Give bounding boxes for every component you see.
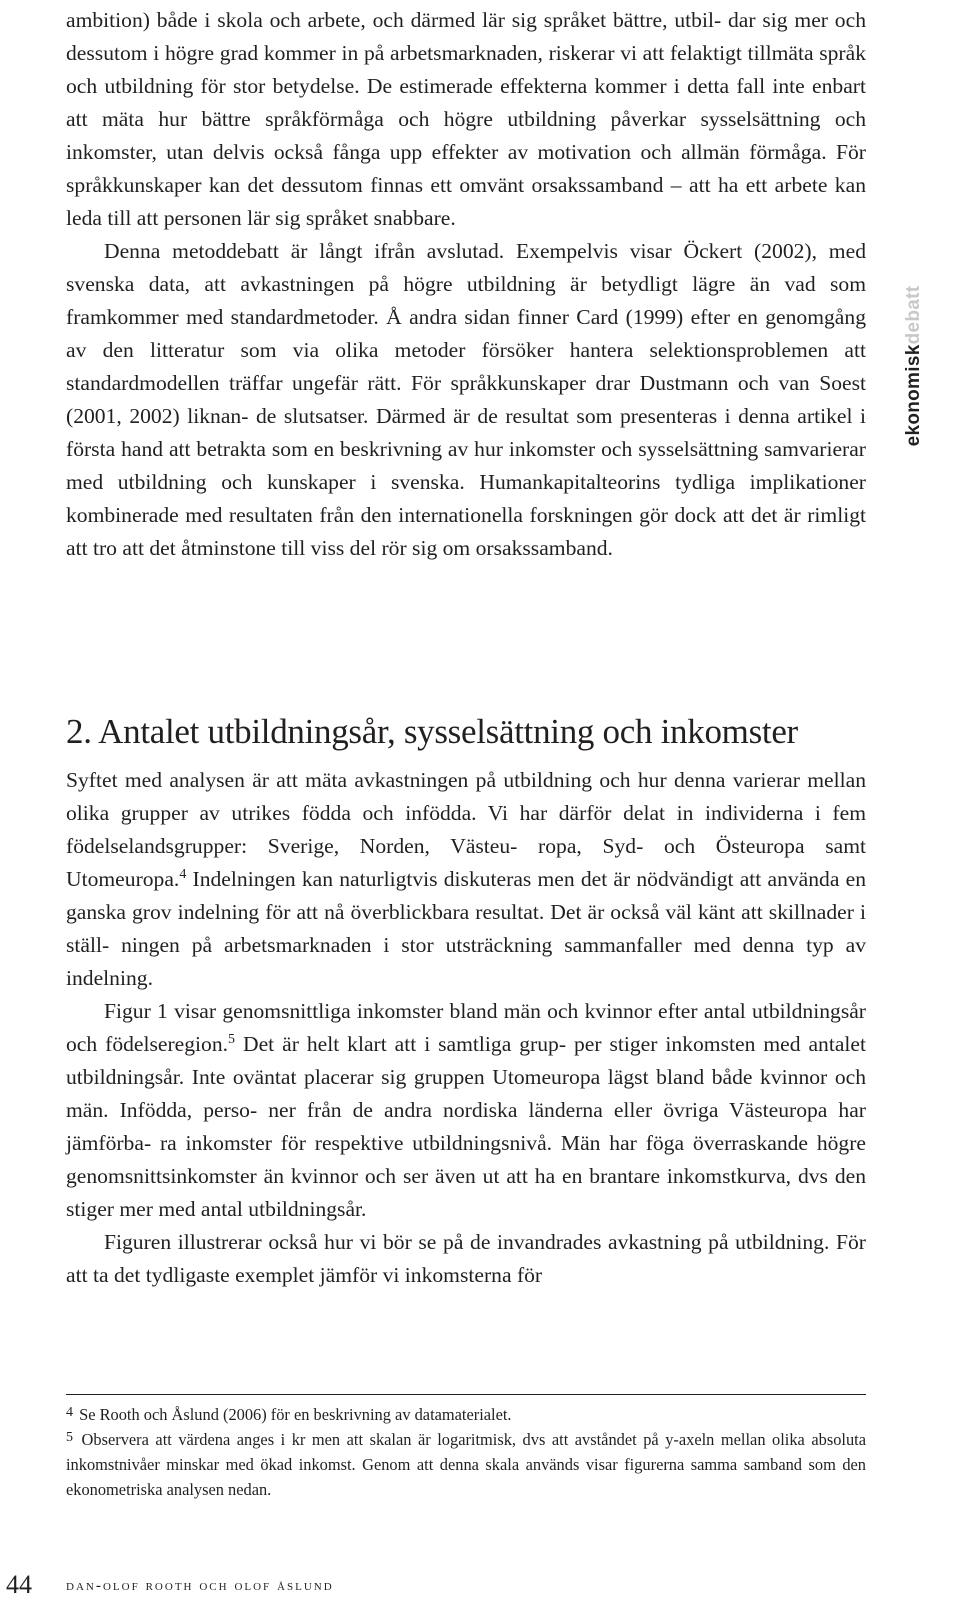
footnote-4-text: Se Rooth och Åslund (2006) för en beskrivning av datamaterialet. [79, 1405, 512, 1424]
body-text-section-2 [66, 764, 866, 1292]
paragraph-3 [66, 764, 866, 995]
paragraph-3-part-2: Indelningen kan naturligtvis diskuteras men det är nödvändigt att använda en ganska grov indelning för att nå överblickbara resultat. Det är också väl känt att skillnader i ställ- ningen på arbetsmarknaden i stor utsträckning sammanfaller med denna typ av indelning. [66, 867, 866, 990]
journal-logo-text [903, 286, 925, 447]
footnote-5-text: Observera att värdena anges i kr men att skalan är logaritmisk, dvs att avståndet på y-axeln mellan olika absoluta inkomstnivåer minskar med ökad inkomst. Genom att denna skala används visar figurerna samma samband som den ekonometriska analysen nedan. [66, 1430, 866, 1499]
running-footer-authors: dan-olof rooth och olof åslund [66, 1577, 334, 1594]
paragraph-2: Denna metoddebatt är långt ifrån avslutad. Exempelvis visar Öckert (2002), med svenska data, att avkastningen på högre utbildning är betydligt lägre än vad som framkommer med standardmetoder. Å andra sidan finner Card (1999) efter en genomgång av den litteratur som via olika metoder försöker hantera selektionsproblemen att standardmodellen träffar ungefär rätt. För språkkunskaper drar Dustmann och van Soest (2001, 2002) liknan- de slutsatser. Därmed är de resultat som presenteras i denna artikel i första hand att betrakta som en beskrivning av hur inkomster och sysselsättning samvarierar med utbildning och kunskaper i svenska. Humankapitalteorins tydliga implikationer kombinerade med resultaten från den internationella forskningen gör dock att det är rimligt att tro att det åtminstone till viss del rör sig om orsakssamband. [66, 239, 866, 560]
side-label-light: debatt [903, 285, 924, 345]
footnote-5 [66, 1427, 866, 1502]
paragraph-1: ambition) både i skola och arbete, och därmed lär sig språket bättre, utbil- dar sig mer och dessutom i högre grad kommer in på arbetsmarknaden, riskerar vi att felaktigt tillmäta språk och utbildning för stor betydelse. De estimerade effekterna kommer i detta fall inte enbart att mäta hur bättre språkförmåga och högre utbildning påverkar sysselsättning och inkomster, utan delvis också fånga upp effekter av motivation och allmän förmåga. För språkkunskaper kan det dessutom finnas ett omvänt orsakssamband – att ha ett arbete kan leda till att personen lär sig språket snabbare. [66, 8, 866, 230]
paragraph-4-part-1: Figur 1 visar genomsnittliga inkomster bland män och kvinnor efter antal utbildningsår och födelseregion. [66, 999, 866, 1056]
paragraph-4-part-2: Det är helt klart att i samtliga grup- per stiger inkomsten med antalet utbildningsår. Inte oväntat placerar sig gruppen Utomeuropa lägst bland både kvinnor och män. Infödda, perso- ner från de andra nordiska länderna eller övriga Västeuropa har jämförba- ra inkomster för respektive utbildningsnivå. Män har föga överraskande högre genomsnittsinkomster än kvinnor och ser även ut att ha en brantare inkomstkurva, dvs den stiger mer med antal utbildningsår. [66, 1032, 866, 1221]
footnote-ref-4[interactable]: 4 [179, 866, 187, 882]
footnotes [66, 1402, 866, 1502]
page-number: 44 [6, 1570, 32, 1599]
body-text-top [66, 4, 866, 565]
footnote-divider [66, 1394, 866, 1395]
paragraph-3-part-1: Syftet med analysen är att mäta avkastningen på utbildning och hur denna varierar mellan olika grupper av utrikes födda och infödda. Vi har därför delat in individerna i fem födelselandsgrupper: Sverige, Norden, Västeu- ropa, Syd- och Östeuropa samt Utomeuropa. [66, 768, 866, 891]
side-label-dark: ekonomisk [903, 344, 924, 447]
footnote-4 [66, 1402, 866, 1427]
section-heading: 2. Antalet utbildningsår, sysselsättning och inkomster [66, 712, 798, 751]
footnote-5-number: 5 [66, 1430, 73, 1445]
paragraph-5: Figuren illustrerar också hur vi bör se på de invandrades avkastning på utbildning. För att ta det tydligaste exemplet jämför vi inkomsterna för [66, 1230, 866, 1287]
footnote-ref-5[interactable]: 5 [228, 1031, 236, 1047]
paragraph-4 [66, 995, 866, 1226]
footnote-4-number: 4 [66, 1405, 73, 1420]
